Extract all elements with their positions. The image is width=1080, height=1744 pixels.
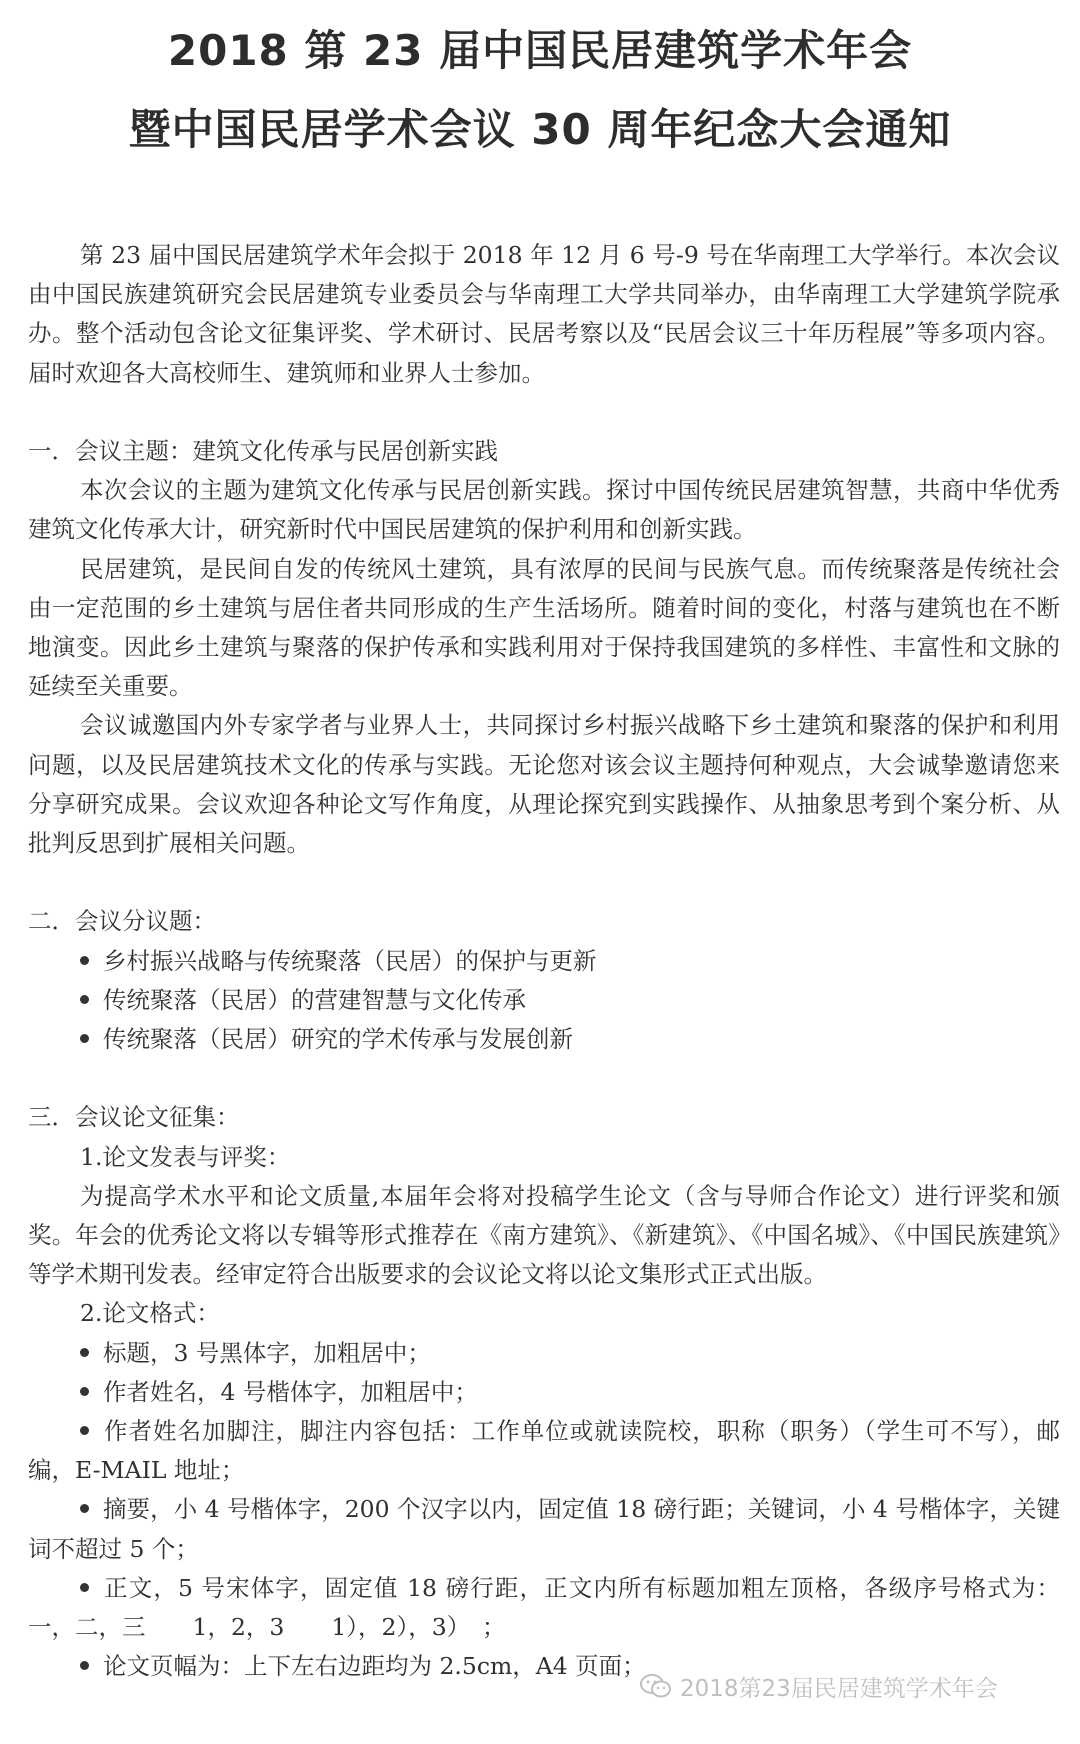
section3-subheading-1: 1.论文发表与评奖：: [80, 1142, 291, 1171]
bullet-icon: [80, 1387, 89, 1396]
section1-paragraph-2: 民居建筑，是民间自发的传统风土建筑，具有浓厚的民间与民族气息。而传统聚落是传统社会由一定范围的乡土建筑与居住者共同形成的生产生活场所。随着时间的变化，村落与建筑也在不断地演变。因此乡土建筑与聚落的保护传承和实践利用对于保持我国建筑的多样性、丰富性和文脉的延续至关重要。: [28, 554, 1060, 701]
bullet-icon: [80, 1504, 89, 1513]
list-item: 正文，5 号宋体字，固定值 18 磅行距，正文内所有标题加粗左顶格，各级序号格式为：一，二，三 1，2，3 1），2），3） ；: [28, 1573, 1060, 1642]
list-item: 作者姓名加脚注，脚注内容包括：工作单位或就读院校，职称（职务）（学生可不写），邮编，E-MAIL 地址；: [28, 1417, 1060, 1485]
bullet-icon: [80, 1661, 89, 1670]
bullet-icon: [80, 995, 89, 1004]
section3-heading: 三．会议论文征集：: [28, 1103, 240, 1132]
list-item: 摘要，小 4 号楷体字，200 个汉字以内，固定值 18 磅行距；关键词，小 4 号楷体字，关键词不超过 5 个；: [28, 1495, 1060, 1563]
section1-paragraph-3: 会议诚邀国内外专家学者与业界人士，共同探讨乡村振兴战略下乡土建筑和聚落的保护和利用问题，以及民居建筑技术文化的传承与实践。无论您对该会议主题持何种观点，大会诚挚邀请您来分享研究成果。会议欢迎各种论文写作角度，从理论探究到实践操作、从抽象思考到个案分析、从批判反思到扩展相关问题。: [28, 711, 1060, 858]
bullet-icon: [80, 1583, 89, 1592]
list-item: 乡村振兴战略与传统聚落（民居）的保护与更新: [28, 942, 1060, 981]
section3-paragraph: 为提高学术水平和论文质量,本届年会将对投稿学生论文（含与导师合作论文）进行评奖和颁奖。年会的优秀论文将以专辑等形式推荐在《南方建筑》、《新建筑》、《中国名城》、《中国民族建筑》等学术期刊发表。经审定符合出版要求的会议论文将以论文集形式正式出版。: [28, 1181, 1060, 1289]
watermark-text: 2018第23届民居建筑学术年会: [680, 1675, 998, 1702]
section1-heading: 一．会议主题：建筑文化传承与民居创新实践: [28, 437, 498, 465]
section2-heading: 二．会议分议题：: [28, 907, 216, 936]
list-item: 论文页幅为：上下左右边距均为 2.5cm，A4 页面；: [28, 1647, 1060, 1686]
wechat-icon: [640, 1673, 672, 1699]
bullet-icon: [80, 1426, 89, 1435]
intro-paragraph: 第 23 届中国民居建筑学术年会拟于 2018 年 12 月 6 号-9 号在华南理工大学举行。本次会议由中国民族建筑研究会民居建筑专业委员会与华南理工大学共同举办，由华南理工大学建筑学院承办。整个活动包含论文征集评奖、学术研讨、民居考察以及“民居会议三十年历程展”等多项内容。届时欢迎各大高校师生、建筑师和业界人士参加。: [28, 241, 1060, 387]
bullet-icon: [80, 956, 89, 965]
list-item: 标题，3 号黑体字，加粗居中；: [28, 1334, 1060, 1373]
section3-subheading-2: 2.论文格式：: [80, 1299, 220, 1328]
list-item: 作者姓名，4 号楷体字，加粗居中；: [28, 1373, 1060, 1412]
list-item: 传统聚落（民居）的营建智慧与文化传承: [28, 981, 1060, 1020]
list-item: 传统聚落（民居）研究的学术传承与发展创新: [28, 1020, 1060, 1059]
document-title-line2: 暨中国民居学术会议 30 周年纪念大会通知: [128, 105, 952, 154]
document-body: [28, 236, 1060, 1686]
bullet-icon: [80, 1034, 89, 1043]
section1-paragraph-1: 本次会议的主题为建筑文化传承与民居创新实践。探讨中国传统民居建筑智慧，共商中华优秀建筑文化传承大计，研究新时代中国民居建筑的保护利用和创新实践。: [28, 476, 1060, 544]
document-title-line1: 2018 第 23 届中国民居建筑学术年会: [167, 26, 913, 75]
bullet-icon: [80, 1348, 89, 1357]
watermark: [640, 1666, 1060, 1706]
